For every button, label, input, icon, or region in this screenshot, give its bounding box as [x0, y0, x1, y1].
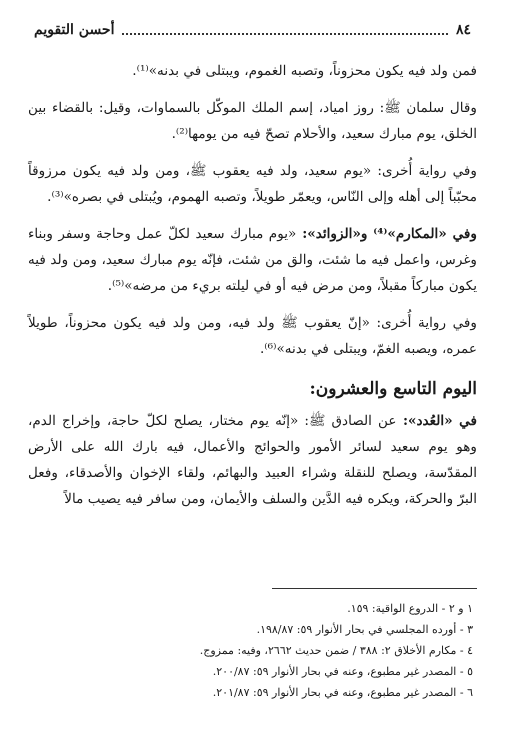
paragraph-2: وقال سلمان ﷺ: روز امياد، إسم الملك الموكّل بالسماوات، وقيل: بالقضاء بين الخلق، يوم مبارك سعيد، والأحلام تصحّ فيه من يومها⁽²⁾.	[28, 100, 477, 142]
paragraph-5: وفي رواية أُخرى: «إنّ يعقوب ﷺ ولد فيه، ومن ولد فيه يكون محزوناً، طويلاً عمره، ويصبه الغمّ، ويبتلى في بدنه»⁽⁶⁾.	[28, 315, 477, 357]
book-title: أحسن التقويم	[34, 22, 115, 38]
footnote-separator	[272, 588, 477, 589]
footnote-1: ١ و ٢ - الدروع الواقية: ١٥٩.	[347, 602, 473, 615]
paragraph-6-text: عن الصادق ﷺ: «إنّه يوم مختار، يصلح لكلّ حاجة، وإخراج الدم، وهو يوم سعيد لسائر الأمور والحوائج والأعمال، فيه بارك الله على الأرض المقدّسة، ويصلح للنقلة وشراء العبيد والبهائم، ولقاء الإخوان والأصدقاء، وفعل البرّ والحركة، ويكره فيه الدَّين والسلف والأيمان، ومن سافر فيه يصيب مالاً	[28, 413, 477, 507]
page-body	[28, 58, 477, 523]
footnotes	[28, 598, 473, 703]
paragraph-3: وفي رواية أُخرى: «يوم سعيد، ولد فيه يعقوب ﷺ، ومن ولد فيه يكون مرزوقاً محبّباً إلى أهله وإلى النّاس، ويعمّر طويلاً، وتصبه الهموم، ويُبتلى في بصره»⁽³⁾.	[28, 163, 477, 205]
footnote-3: ٣ - أورده المجلسي في بحار الأنوار ٥٩: ١٩٨/٨٧.	[256, 623, 473, 636]
running-header	[34, 20, 471, 40]
footnote-4: ٤ - مكارم الأخلاق ٢: ٣٨٨ / ضمن حديث ٢٦٦٢، وفيه: ممزوج.	[199, 644, 473, 657]
paragraph-4-lead: وفي «المكارم»⁽⁴⁾ و«الزوائد»:	[296, 226, 477, 242]
footnote-6: ٦ - المصدر غير مطبوع، وعنه في بحار الأنوار ٥٩: ٢٠١/٨٧.	[212, 686, 473, 699]
header-dotted-leader	[122, 25, 447, 35]
footnote-5: ٥ - المصدر غير مطبوع، وعنه في بحار الأنوار ٥٩: ٢٠٠/٨٧.	[212, 665, 473, 678]
paragraph-1: فمن ولد فيه يكون محزوناً، وتصبه الغموم، ويبتلى في بدنه»⁽¹⁾.	[132, 63, 477, 79]
paragraph-6	[28, 408, 477, 512]
paragraph-4-text: «يوم مبارك سعيد لكلّ عمل وحاجة وسفر وبناء وغرس، واعمل فيه ما شئت، والق من شئت، فإنّه يوم مبارك سعيد، ومن ولد فيه يكون مباركاً مقبلاً، ومن مرض فيه أو في ليلته بريء من مرضه»⁽⁵⁾.	[28, 226, 477, 294]
section-heading: اليوم التاسع والعشرون:	[309, 379, 477, 399]
paragraph-4	[28, 221, 477, 299]
paragraph-6-lead: في «العُدد»:	[396, 413, 477, 429]
page-number: ٨٤	[455, 22, 471, 38]
